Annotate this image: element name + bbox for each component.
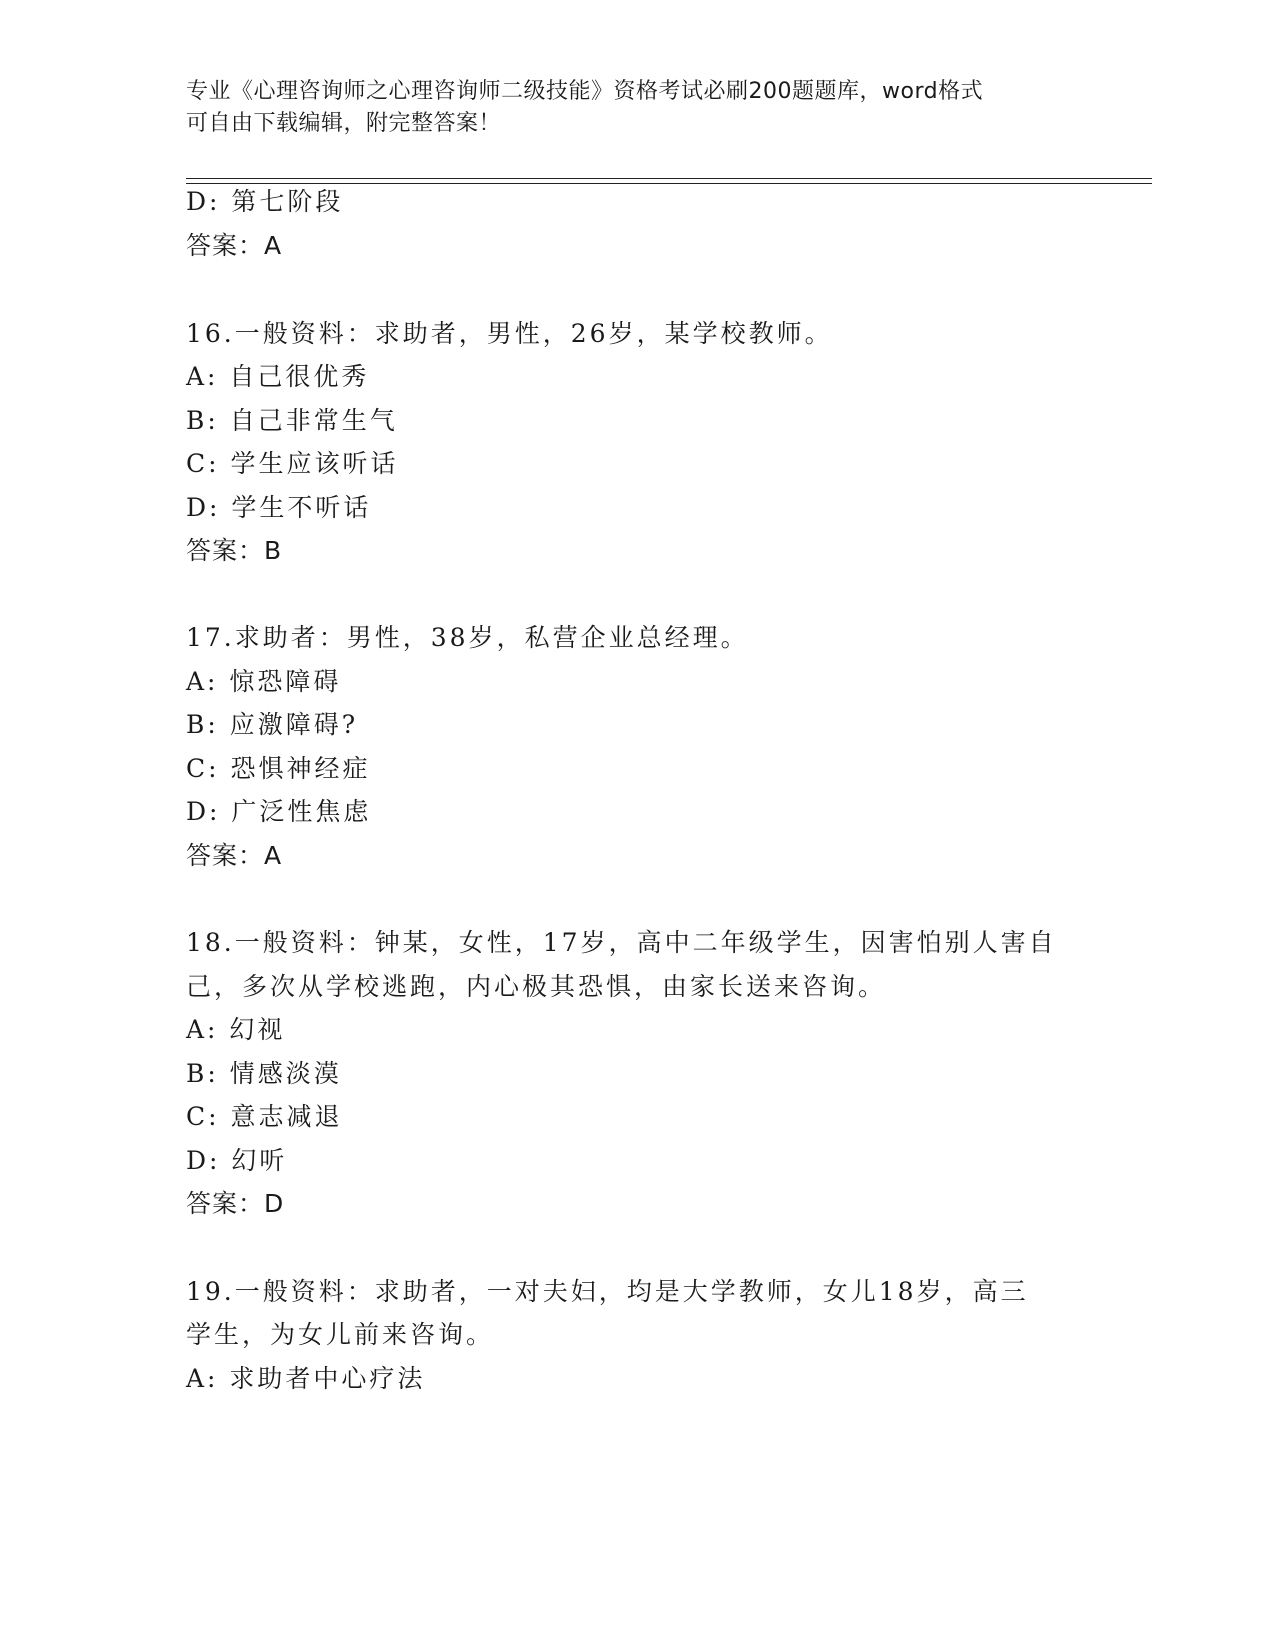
q18-option-d: D: 幻听 (186, 1146, 288, 1175)
prev-answer: 答案：A (186, 231, 283, 260)
q17-stem: 17.求助者：男性，38岁，私营企业总经理。 (186, 623, 749, 652)
q18-option-a: A: 幻视 (186, 1015, 286, 1044)
q17-option-c: C: 恐惧神经症 (186, 754, 371, 783)
q18-stem-line-1: 18.一般资料：钟某，女性，17岁，高中二年级学生，因害怕别人害自 (186, 928, 1057, 957)
q16-option-d: D: 学生不听话 (186, 493, 372, 522)
header-line-2: 可自由下载编辑，附完整答案！ (186, 111, 502, 136)
q18-option-c: C: 意志减退 (186, 1102, 343, 1131)
q16-option-a: A: 自己很优秀 (186, 362, 370, 391)
q16-answer: 答案：B (186, 536, 283, 565)
q17-option-d: D: 广泛性焦虑 (186, 797, 372, 826)
prev-option-d: D: 第七阶段 (186, 187, 344, 216)
q17-option-b: B: 应激障碍? (186, 710, 359, 739)
q16-stem: 16.一般资料：求助者，男性，26岁，某学校教师。 (186, 319, 833, 348)
q19-option-a: A: 求助者中心疗法 (186, 1364, 426, 1393)
q18-option-b: B: 情感淡漠 (186, 1059, 342, 1088)
q17-answer: 答案：A (186, 841, 283, 870)
q19-stem-line-1: 19.一般资料：求助者，一对夫妇，均是大学教师，女儿18岁，高三 (186, 1277, 1029, 1306)
q18-stem-line-2: 己，多次从学校逃跑，内心极其恐惧，由家长送来咨询。 (186, 972, 887, 1001)
document-header (186, 76, 1066, 140)
header-rule-bottom (186, 183, 1152, 184)
header-line-1: 专业《心理咨询师之心理咨询师二级技能》资格考试必刷200题题库，word格式 (186, 79, 984, 104)
q17-option-a: A: 惊恐障碍 (186, 667, 342, 696)
header-rule-top (186, 178, 1152, 179)
q16-option-b: B: 自己非常生气 (186, 406, 398, 435)
q19-stem-line-2: 学生，为女儿前来咨询。 (186, 1320, 495, 1349)
q16-option-c: C: 学生应该听话 (186, 449, 399, 478)
q18-answer: 答案：D (186, 1189, 285, 1218)
